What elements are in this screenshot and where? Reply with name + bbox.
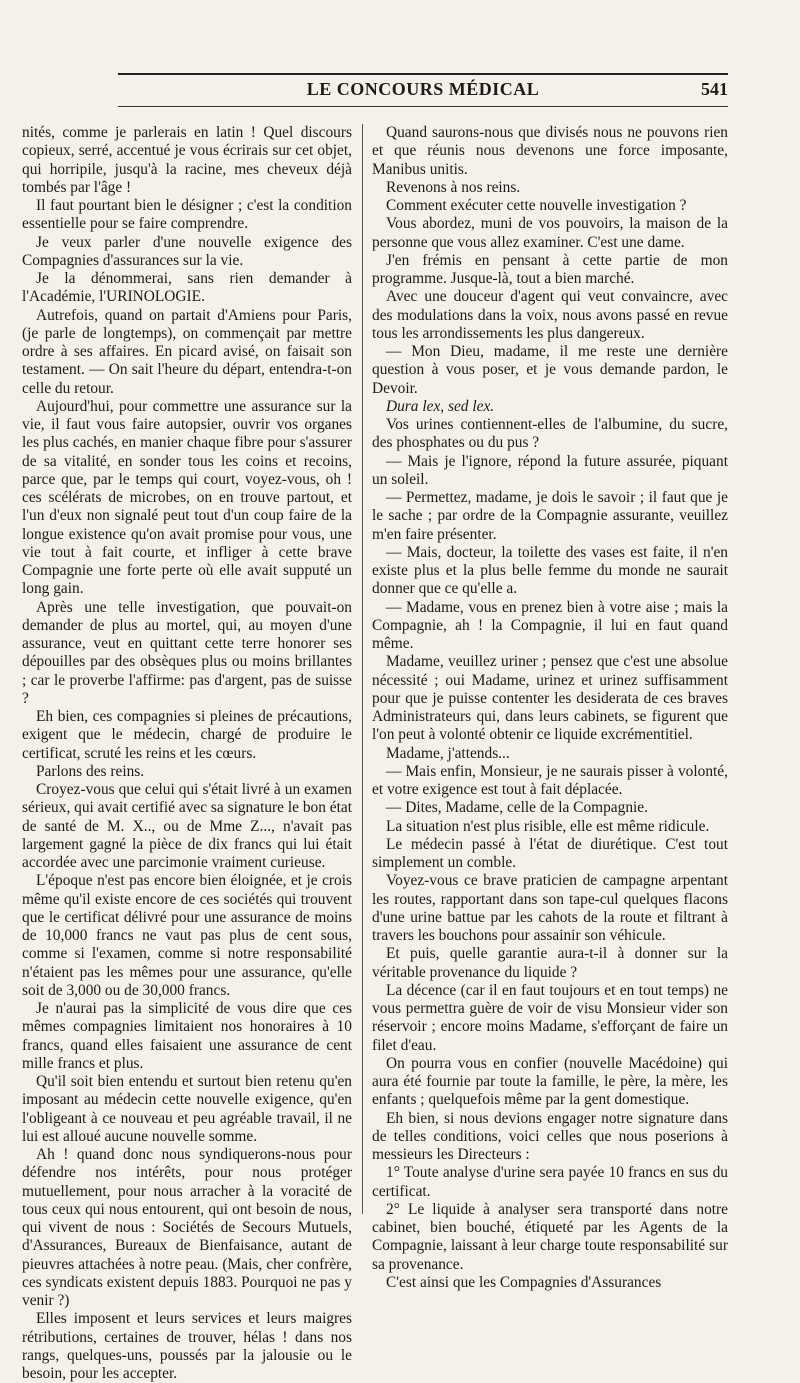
paragraph: Il faut pourtant bien le désigner ; c'est la condition essentielle pour se faire comprendre. bbox=[22, 197, 352, 233]
column-divider bbox=[362, 124, 363, 1214]
paragraph: Après une telle investigation, que pouvait-on demander de plus au mortel, qui, au moyen d'une assurance, veut en quittant cette terre honorer ses dépouilles par des obsèques plus ou moins brillantes ; car le proverbe l'affirme: pas d'argent, pas de suisse ? bbox=[22, 598, 352, 707]
paragraph: J'en frémis en pensant à cette partie de mon programme. Jusque-là, tout a bien marché. bbox=[372, 251, 728, 287]
paragraph: L'époque n'est pas encore bien éloignée, et je crois même qu'il existe encore de ces sociétés qui trouvent que le certificat délivré pour une assurance de moins de 10,000 francs ne vaut pas plus de cent sous, comme si l'examen, comme si notre responsabilité n'étaient pas les mêmes pour une assurance, qu'elle soit de 3,000 ou de 30,000 francs. bbox=[22, 872, 352, 999]
paragraph: Dura lex, sed lex. bbox=[386, 397, 495, 415]
paragraph: Ah ! quand donc nous syndiquerons-nous pour défendre nos intérêts, pour nous protéger mutuellement, pour nous arracher à la voracité de tous ceux qui nous entourent, qui ont besoin de nous, qui vivent de nous : Sociétés de Secours Mutuels, d'Assurances, Bureaux de Bienfaisance, autant de pieuvres attachées à notre peau. (Mais, cher confrère, ces syndicats existent depuis 1883. Pourquoi ne pas y venir ?) bbox=[22, 1146, 352, 1309]
paragraph: Je veux parler d'une nouvelle exigence des Compagnies d'assurances sur la vie. bbox=[22, 233, 352, 269]
paragraph: On pourra vous en confier (nouvelle Macédoine) qui aura été fournie par toute la famille, le père, la mère, les enfants ; quelquefois même par la gent domestique. bbox=[372, 1054, 728, 1109]
paragraph: C'est ainsi que les Compagnies d'Assurances bbox=[386, 1273, 662, 1291]
paragraph: Madame, veuillez uriner ; pensez que c'est une absolue nécessité ; oui Madame, urinez et urinez suffisamment pour que je puisse contenter les desiderata de ces braves Administrateurs qui, dans leurs cabinets, se figurent que l'on peut à volonté obtenir ce liquide excrémentitiel. bbox=[372, 653, 728, 744]
paragraph: — Mais je l'ignore, répond la future assurée, piquant un soleil. bbox=[372, 452, 728, 488]
paragraph: Le médecin passé à l'état de diurétique. C'est tout simplement un comble. bbox=[372, 835, 728, 871]
paragraph: Qu'il soit bien entendu et surtout bien retenu qu'en imposant au médecin cette nouvelle exigence, qu'en l'obligeant à ce nouveau et peu agréable travail, il ne lui est alloué aucune nouvelle somme. bbox=[22, 1073, 352, 1145]
top-rule bbox=[118, 73, 728, 75]
paragraph: Quand saurons-nous que divisés nous ne pouvons rien et que réunis nous devenons une force imposante, Manibus unitis. bbox=[372, 124, 728, 178]
paragraph: Eh bien, si nous devions engager notre signature dans de telles conditions, voici celles que nous poserions à messieurs les Directeurs : bbox=[372, 1109, 728, 1163]
paragraph: Vous abordez, muni de vos pouvoirs, la maison de la personne que vous allez examiner. C'est une dame. bbox=[372, 215, 728, 251]
paragraph: La situation n'est plus risible, elle est même ridicule. bbox=[386, 817, 710, 835]
paragraph: Autrefois, quand on partait d'Amiens pour Paris, (je parle de longtemps), on commençait par mettre ordre à ses affaires. En picard avisé, on faisait son testament. — On sait l'heure du départ, entendra-t-on celle du retour. bbox=[22, 306, 352, 397]
paragraph: — Mon Dieu, madame, il me reste une dernière question à vous poser, et je vous demande pardon, le Devoir. bbox=[372, 343, 728, 397]
paragraph: — Dites, Madame, celle de la Compagnie. bbox=[386, 799, 648, 817]
running-head bbox=[118, 79, 728, 103]
journal-title: LE CONCOURS MÉDICAL bbox=[306, 79, 540, 99]
paragraph: Eh bien, ces compagnies si pleines de précautions, exigent que le médecin, chargé de produire le certificat, scruté les reins et les cœurs. bbox=[22, 708, 352, 762]
paragraph: Parlons des reins. bbox=[36, 762, 145, 780]
paragraph: 1° Toute analyse d'urine sera payée 10 francs en sus du certificat. bbox=[372, 1164, 728, 1200]
left-column bbox=[22, 124, 352, 1382]
header-rule bbox=[118, 106, 728, 107]
paragraph: La décence (car il en faut toujours et en tout temps) ne vous permettra guère de voir de visu Monsieur vider son réservoir ; encore moins Madame, s'efforçant de faire un filet d'eau. bbox=[372, 981, 728, 1054]
page-number: 541 bbox=[701, 79, 728, 99]
paragraph: Comment exécuter cette nouvelle investigation ? bbox=[386, 197, 687, 214]
paragraph: Revenons à nos reins. bbox=[386, 178, 521, 196]
paragraph: — Mais, docteur, la toilette des vases est faite, il n'en existe plus et la plus belle femme du monde ne saurait donner que ce qu'elle a. bbox=[372, 543, 728, 598]
right-column bbox=[372, 124, 728, 1291]
paragraph: Elles imposent et leurs services et leurs maigres rétributions, certaines de trouver, hélas ! dans nos rangs, quelques-uns, poussés par la jalousie ou le besoin, pour les accepter. bbox=[22, 1310, 352, 1382]
paragraph: Je la dénommerai, sans rien demander à l'Académie, l'URINOLOGIE. bbox=[22, 270, 352, 306]
paragraph: Je n'aurai pas la simplicité de vous dire que ces mêmes compagnies limitaient nos honoraires à 10 francs, quand elles faisaient une assurance de cent mille francs et plus. bbox=[22, 1000, 352, 1072]
paragraph: 2° Le liquide à analyser sera transporté dans notre cabinet, bien bouché, étiqueté par les Agents de la Compagnie, laissant à leur charge toute responsabilité sur sa provenance. bbox=[372, 1200, 728, 1273]
paragraph: Et puis, quelle garantie aura-t-il à donner sur la véritable provenance du liquide ? bbox=[372, 945, 728, 981]
paragraph: Voyez-vous ce brave praticien de campagne arpentant les routes, rapportant dans son tape-cul quelques flacons d'une urine battue par les cahots de la route et filtrant à travers les bouchons pour assainir son véhicule. bbox=[372, 872, 728, 944]
paragraph: Vos urines contiennent-elles de l'albumine, du sucre, des phosphates ou du pus ? bbox=[372, 416, 728, 452]
paragraph: — Mais enfin, Monsieur, je ne saurais pisser à volonté, et votre exigence est tout à fait déplacée. bbox=[372, 762, 728, 798]
paragraph: Avec une douceur d'agent qui veut convaincre, avec des modulations dans la voix, nous avons passé en revue tous les arrondissements les plus dangereux. bbox=[372, 288, 728, 342]
paragraph: Madame, j'attends... bbox=[386, 744, 510, 762]
paragraph: Croyez-vous que celui qui s'était livré à un examen sérieux, qui avait certifié avec sa signature le bon état de santé de M. X.., ou de Mme Z..., n'avait pas largement gagné la pièce de dix francs qui lui était accordée avec une parcimonie vraiment curieuse. bbox=[22, 781, 352, 871]
paragraph: Aujourd'hui, pour commettre une assurance sur la vie, il faut vous faire autopsier, ouvrir vos organes les plus cachés, en manier chaque fibre pour s'assurer de sa vitalité, en sonder tous les coins et recoins, parce que, par le temps qui court, voyez-vous, oh ! ces scélérats de microbes, on en trouve partout, et l'un d'eux non signalé peut tout d'un coup faire de la longue existence qu'on avait promise pour vous, une vie tout à fait courte, et infliger à cette brave Compagnie une forte perte où elle avait supputé un long gain. bbox=[22, 397, 352, 598]
paragraph: — Madame, vous en prenez bien à votre aise ; mais la Compagnie, ah ! la Compagnie, il lui en faut quand même. bbox=[372, 598, 728, 652]
paragraph: — Permettez, madame, je dois le savoir ; il faut que je le sache ; par ordre de la Compagnie assurante, veuillez m'en faire présenter. bbox=[372, 489, 728, 543]
paragraph: nités, comme je parlerais en latin ! Quel discours copieux, serré, accentué je vous écrirais sur cet objet, qui horripile, jusqu'à la racine, mes cheveux déjà tombés par l'âge ! bbox=[22, 124, 352, 196]
